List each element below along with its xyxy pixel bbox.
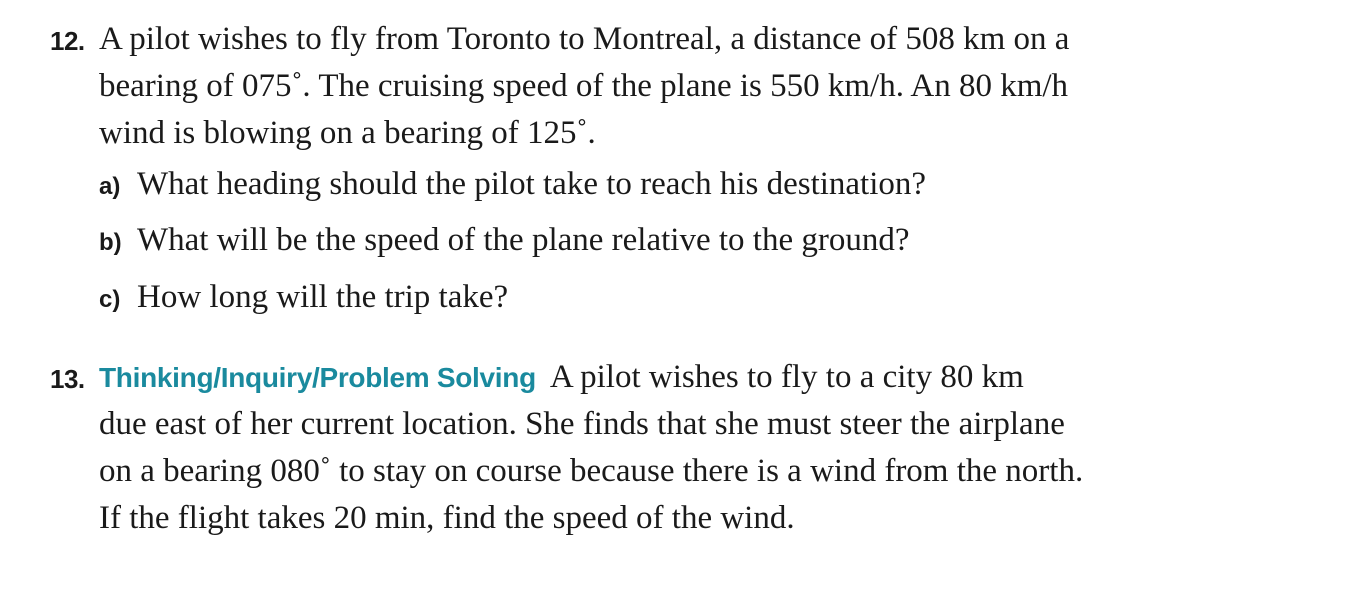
statement-line: If the flight takes 20 min, find the speed of the wind. (99, 500, 795, 536)
part-c (99, 279, 508, 316)
part-text: What heading should the pilot take to reach his destination? (137, 166, 927, 202)
statement-line (99, 354, 1239, 401)
statement-first-line: A pilot wishes to fly to a city 80 km (549, 359, 1024, 395)
statement-line: wind is blowing on a bearing of 125˚. (99, 115, 596, 151)
statement-line: due east of her current location. She finds that she must steer the airplane (99, 406, 1065, 442)
part-label: a) (99, 173, 121, 200)
part-b (99, 222, 909, 259)
problem-number: 13. (50, 364, 85, 394)
problem-statement (99, 354, 1239, 542)
part-text: What will be the speed of the plane relative to the ground? (137, 222, 910, 258)
part-label: b) (99, 229, 122, 256)
part-text: How long will the trip take? (137, 279, 509, 315)
problem-statement (99, 16, 1239, 157)
part-label: c) (99, 286, 121, 313)
topic-heading: Thinking/Inquiry/Problem Solving (99, 362, 536, 393)
statement-line: on a bearing 080˚ to stay on course because there is a wind from the north. (99, 453, 1084, 489)
statement-line: bearing of 075˚. The cruising speed of the plane is 550 km/h. An 80 km/h (99, 68, 1069, 104)
statement-line: A pilot wishes to fly from Toronto to Montreal, a distance of 508 km on a (99, 21, 1070, 57)
part-a (99, 166, 926, 203)
problem-number: 12. (50, 26, 85, 56)
